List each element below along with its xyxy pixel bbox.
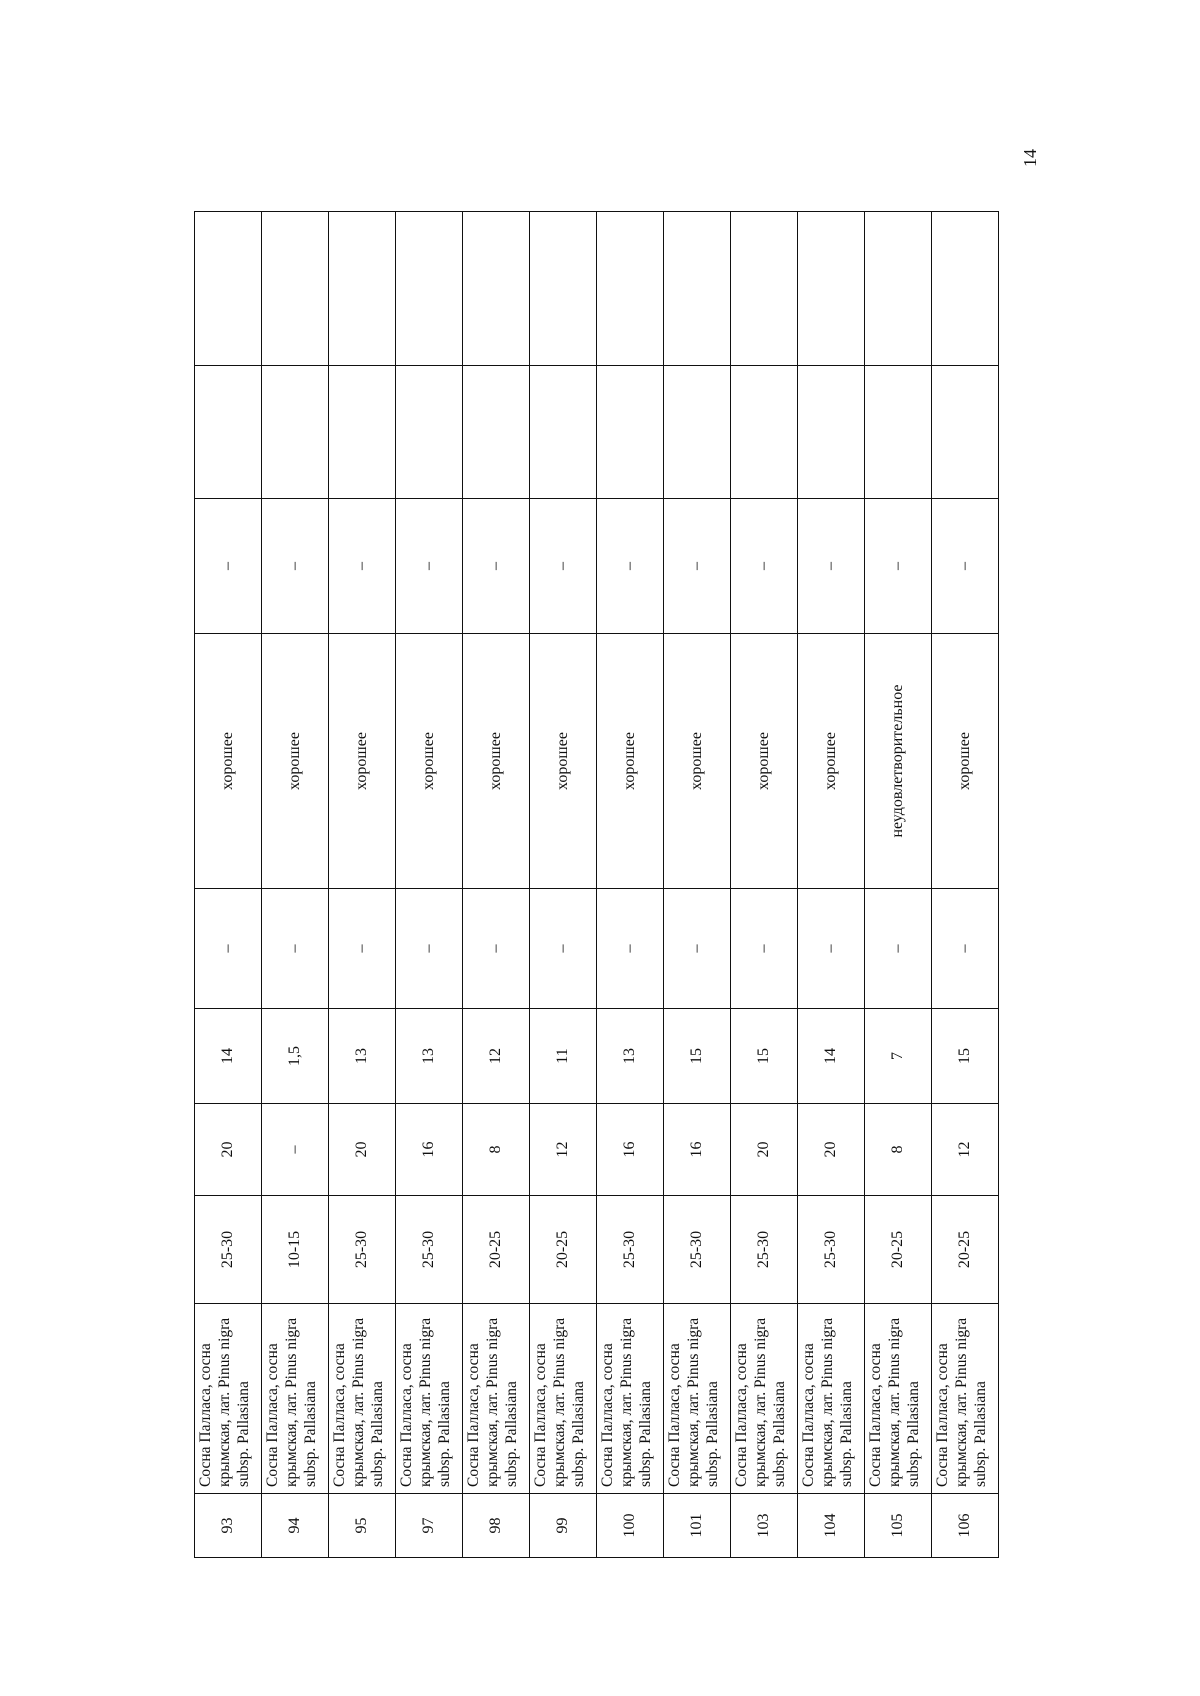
tree-registry-table bbox=[194, 211, 999, 1558]
dash-cell: – bbox=[396, 499, 463, 634]
empty-cell bbox=[329, 366, 396, 499]
dash-cell: – bbox=[597, 499, 664, 634]
condition-cell: хорошее bbox=[195, 634, 262, 889]
dash-cell: – bbox=[664, 889, 731, 1009]
height-cell: 15 bbox=[664, 1009, 731, 1104]
empty-cell bbox=[731, 212, 798, 366]
row-number-cell: 93 bbox=[195, 1494, 262, 1558]
empty-cell bbox=[329, 212, 396, 366]
row-number-cell: 97 bbox=[396, 1494, 463, 1558]
dash-cell: – bbox=[530, 499, 597, 634]
empty-cell bbox=[396, 212, 463, 366]
height-cell: 1,5 bbox=[262, 1009, 329, 1104]
diameter-cell: 12 bbox=[932, 1104, 999, 1196]
height-cell: 7 bbox=[865, 1009, 932, 1104]
dash-cell: – bbox=[798, 499, 865, 634]
height-cell: 15 bbox=[932, 1009, 999, 1104]
table-row bbox=[195, 212, 262, 1558]
height-cell: 12 bbox=[463, 1009, 530, 1104]
condition-cell: хорошее bbox=[597, 634, 664, 889]
diameter-cell: 16 bbox=[396, 1104, 463, 1196]
empty-cell bbox=[932, 366, 999, 499]
row-number-cell: 105 bbox=[865, 1494, 932, 1558]
empty-cell bbox=[396, 366, 463, 499]
species-cell: Сосна Палласа, сосна крымская, лат. Pinus nigra subsp. Pallasiana bbox=[396, 1304, 463, 1494]
row-number-cell: 104 bbox=[798, 1494, 865, 1558]
age-cell: 20-25 bbox=[865, 1196, 932, 1304]
row-number-cell: 95 bbox=[329, 1494, 396, 1558]
height-cell: 15 bbox=[731, 1009, 798, 1104]
empty-cell bbox=[597, 366, 664, 499]
condition-cell: хорошее bbox=[530, 634, 597, 889]
dash-cell: – bbox=[195, 889, 262, 1009]
empty-cell bbox=[262, 212, 329, 366]
height-cell: 11 bbox=[530, 1009, 597, 1104]
table-row bbox=[664, 212, 731, 1558]
height-cell: 13 bbox=[597, 1009, 664, 1104]
species-cell: Сосна Палласа, сосна крымская, лат. Pinus nigra subsp. Pallasiana bbox=[731, 1304, 798, 1494]
age-cell: 25-30 bbox=[731, 1196, 798, 1304]
age-cell: 25-30 bbox=[597, 1196, 664, 1304]
empty-cell bbox=[463, 212, 530, 366]
empty-cell bbox=[664, 212, 731, 366]
species-cell: Сосна Палласа, сосна крымская, лат. Pinus nigra subsp. Pallasiana bbox=[932, 1304, 999, 1494]
dash-cell: – bbox=[463, 889, 530, 1009]
row-number-cell: 94 bbox=[262, 1494, 329, 1558]
empty-cell bbox=[798, 212, 865, 366]
age-cell: 25-30 bbox=[798, 1196, 865, 1304]
empty-cell bbox=[798, 366, 865, 499]
condition-cell: хорошее bbox=[798, 634, 865, 889]
species-cell: Сосна Палласа, сосна крымская, лат. Pinus nigra subsp. Pallasiana bbox=[530, 1304, 597, 1494]
dash-cell: – bbox=[262, 499, 329, 634]
age-cell: 25-30 bbox=[396, 1196, 463, 1304]
height-cell: 13 bbox=[329, 1009, 396, 1104]
condition-cell: хорошее bbox=[463, 634, 530, 889]
age-cell: 20-25 bbox=[463, 1196, 530, 1304]
species-cell: Сосна Палласа, сосна крымская, лат. Pinus nigra subsp. Pallasiana bbox=[329, 1304, 396, 1494]
empty-cell bbox=[932, 212, 999, 366]
species-cell: Сосна Палласа, сосна крымская, лат. Pinus nigra subsp. Pallasiana bbox=[597, 1304, 664, 1494]
table-row bbox=[731, 212, 798, 1558]
species-cell: Сосна Палласа, сосна крымская, лат. Pinus nigra subsp. Pallasiana bbox=[262, 1304, 329, 1494]
table-row bbox=[396, 212, 463, 1558]
age-cell: 10-15 bbox=[262, 1196, 329, 1304]
dash-cell: – bbox=[329, 889, 396, 1009]
diameter-cell: 20 bbox=[798, 1104, 865, 1196]
condition-cell: хорошее bbox=[262, 634, 329, 889]
table-row bbox=[329, 212, 396, 1558]
empty-cell bbox=[530, 366, 597, 499]
table-row bbox=[932, 212, 999, 1558]
empty-cell bbox=[597, 212, 664, 366]
empty-cell bbox=[664, 366, 731, 499]
diameter-cell: 8 bbox=[865, 1104, 932, 1196]
table-row bbox=[262, 212, 329, 1558]
age-cell: 25-30 bbox=[664, 1196, 731, 1304]
row-number-cell: 106 bbox=[932, 1494, 999, 1558]
dash-cell: – bbox=[731, 889, 798, 1009]
height-cell: 13 bbox=[396, 1009, 463, 1104]
dash-cell: – bbox=[731, 499, 798, 634]
empty-cell bbox=[731, 366, 798, 499]
table-row bbox=[798, 212, 865, 1558]
diameter-cell: – bbox=[262, 1104, 329, 1196]
row-number-cell: 100 bbox=[597, 1494, 664, 1558]
condition-cell: хорошее bbox=[731, 634, 798, 889]
condition-cell: хорошее bbox=[396, 634, 463, 889]
row-number-cell: 98 bbox=[463, 1494, 530, 1558]
dash-cell: – bbox=[865, 499, 932, 634]
diameter-cell: 8 bbox=[463, 1104, 530, 1196]
height-cell: 14 bbox=[195, 1009, 262, 1104]
table-row bbox=[597, 212, 664, 1558]
diameter-cell: 16 bbox=[597, 1104, 664, 1196]
diameter-cell: 12 bbox=[530, 1104, 597, 1196]
height-cell: 14 bbox=[798, 1009, 865, 1104]
empty-cell bbox=[463, 366, 530, 499]
empty-cell bbox=[530, 212, 597, 366]
dash-cell: – bbox=[262, 889, 329, 1009]
dash-cell: – bbox=[932, 889, 999, 1009]
dash-cell: – bbox=[932, 499, 999, 634]
table-row bbox=[530, 212, 597, 1558]
dash-cell: – bbox=[597, 889, 664, 1009]
species-cell: Сосна Палласа, сосна крымская, лат. Pinus nigra subsp. Pallasiana bbox=[195, 1304, 262, 1494]
species-cell: Сосна Палласа, сосна крымская, лат. Pinus nigra subsp. Pallasiana bbox=[664, 1304, 731, 1494]
row-number-cell: 99 bbox=[530, 1494, 597, 1558]
age-cell: 20-25 bbox=[530, 1196, 597, 1304]
dash-cell: – bbox=[664, 499, 731, 634]
dash-cell: – bbox=[865, 889, 932, 1009]
diameter-cell: 20 bbox=[195, 1104, 262, 1196]
species-cell: Сосна Палласа, сосна крымская, лат. Pinus nigra subsp. Pallasiana bbox=[865, 1304, 932, 1494]
condition-cell: хорошее bbox=[932, 634, 999, 889]
condition-cell: хорошее bbox=[664, 634, 731, 889]
empty-cell bbox=[262, 366, 329, 499]
empty-cell bbox=[865, 212, 932, 366]
diameter-cell: 20 bbox=[329, 1104, 396, 1196]
age-cell: 25-30 bbox=[195, 1196, 262, 1304]
dash-cell: – bbox=[530, 889, 597, 1009]
dash-cell: – bbox=[329, 499, 396, 634]
table-body bbox=[195, 212, 999, 1558]
page-number: 14 bbox=[1020, 149, 1040, 167]
dash-cell: – bbox=[463, 499, 530, 634]
dash-cell: – bbox=[195, 499, 262, 634]
table-row bbox=[463, 212, 530, 1558]
condition-cell: неудовлетворительное bbox=[865, 634, 932, 889]
table-row bbox=[865, 212, 932, 1558]
diameter-cell: 20 bbox=[731, 1104, 798, 1196]
empty-cell bbox=[865, 366, 932, 499]
dash-cell: – bbox=[396, 889, 463, 1009]
diameter-cell: 16 bbox=[664, 1104, 731, 1196]
species-cell: Сосна Палласа, сосна крымская, лат. Pinus nigra subsp. Pallasiana bbox=[798, 1304, 865, 1494]
empty-cell bbox=[195, 212, 262, 366]
age-cell: 20-25 bbox=[932, 1196, 999, 1304]
table-container bbox=[194, 212, 998, 1558]
age-cell: 25-30 bbox=[329, 1196, 396, 1304]
row-number-cell: 101 bbox=[664, 1494, 731, 1558]
dash-cell: – bbox=[798, 889, 865, 1009]
row-number-cell: 103 bbox=[731, 1494, 798, 1558]
empty-cell bbox=[195, 366, 262, 499]
condition-cell: хорошее bbox=[329, 634, 396, 889]
species-cell: Сосна Палласа, сосна крымская, лат. Pinus nigra subsp. Pallasiana bbox=[463, 1304, 530, 1494]
